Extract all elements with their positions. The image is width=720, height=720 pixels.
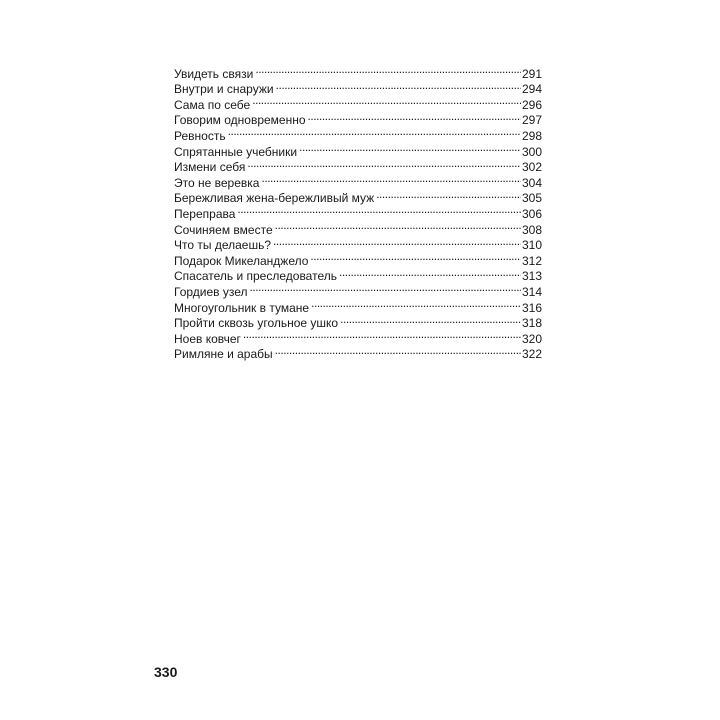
- toc-entry-page: 298: [521, 128, 542, 143]
- toc-entry-title: Подарок Микеланджело: [174, 253, 309, 268]
- toc-entry-page: 294: [521, 82, 542, 97]
- toc-dot-leader: [273, 234, 521, 250]
- toc-dot-leader: [340, 312, 521, 328]
- toc-entry-title: Пройти сквозь угольное ушко: [174, 316, 339, 331]
- toc-entry-title: Переправа: [174, 206, 236, 221]
- toc-entry-page: 291: [521, 66, 542, 81]
- toc-dot-leader: [243, 327, 521, 343]
- toc-entry-title: Спасатель и преследователь: [174, 269, 337, 284]
- toc-entry-page: 308: [521, 222, 542, 237]
- toc-entry-page: 297: [521, 113, 542, 128]
- toc-entry-page: 313: [521, 269, 542, 284]
- toc-entry-page: 305: [521, 191, 542, 206]
- toc-dot-leader: [310, 249, 521, 265]
- toc-dot-leader: [376, 187, 521, 203]
- toc-entry-title: Что ты делаешь?: [174, 238, 272, 253]
- toc-dot-leader: [247, 156, 521, 172]
- toc-dot-leader: [228, 124, 521, 140]
- toc-entry-title: Ноев ковчег: [174, 331, 241, 346]
- toc-entry-page: 306: [521, 206, 542, 221]
- toc-entry-title: Бережливая жена-бережливый муж: [174, 191, 375, 206]
- toc-dot-leader: [250, 280, 521, 296]
- toc-entry-title: Говорим одновременно: [174, 113, 306, 128]
- table-of-contents: [174, 62, 542, 362]
- toc-dot-leader: [237, 202, 521, 218]
- toc-dot-leader: [308, 109, 521, 125]
- toc-entry-page: 320: [521, 331, 542, 346]
- page-number: 330: [154, 664, 178, 680]
- toc-entry-title: Измени себя: [174, 160, 246, 175]
- toc-dot-leader: [299, 140, 521, 156]
- toc-entry-title: Это не веревка: [174, 175, 260, 190]
- toc-entry-title: Сочиняем вместе: [174, 222, 273, 237]
- toc-entry-page: 312: [521, 253, 542, 268]
- toc-entry-page: 310: [521, 238, 542, 253]
- toc-entry-title: Спрятанные учебники: [174, 144, 298, 159]
- toc-entry-page: 322: [521, 347, 542, 362]
- toc-entry: [174, 62, 542, 81]
- toc-entry-page: 316: [521, 300, 542, 315]
- toc-entry-title: Гордиев узел: [174, 284, 248, 299]
- toc-entry-page: 300: [521, 144, 542, 159]
- toc-dot-leader: [276, 78, 521, 94]
- toc-entry: [174, 124, 542, 143]
- toc-entry: [174, 140, 542, 159]
- toc-entry-page: 314: [521, 284, 542, 299]
- toc-entry-title: Римляне и арабы: [174, 347, 273, 362]
- toc-dot-leader: [252, 93, 521, 109]
- toc-entry-title: Многоугольник в тумане: [174, 300, 310, 315]
- toc-entry-page: 296: [521, 97, 542, 112]
- toc-entry-page: 304: [521, 175, 542, 190]
- toc-dot-leader: [255, 62, 521, 78]
- toc-entry-title: Сама по себе: [174, 97, 251, 112]
- toc-entry-page: 318: [521, 316, 542, 331]
- toc-dot-leader: [311, 296, 521, 312]
- toc-entry-title: Внутри и снаружи: [174, 82, 274, 97]
- toc-entry-title: Ревность: [174, 128, 226, 143]
- toc-entry-title: Увидеть связи: [174, 66, 254, 81]
- toc-dot-leader: [339, 265, 521, 281]
- toc-dot-leader: [275, 343, 521, 359]
- toc-dot-leader: [275, 218, 521, 234]
- toc-entry-page: 302: [521, 160, 542, 175]
- toc-dot-leader: [261, 171, 521, 187]
